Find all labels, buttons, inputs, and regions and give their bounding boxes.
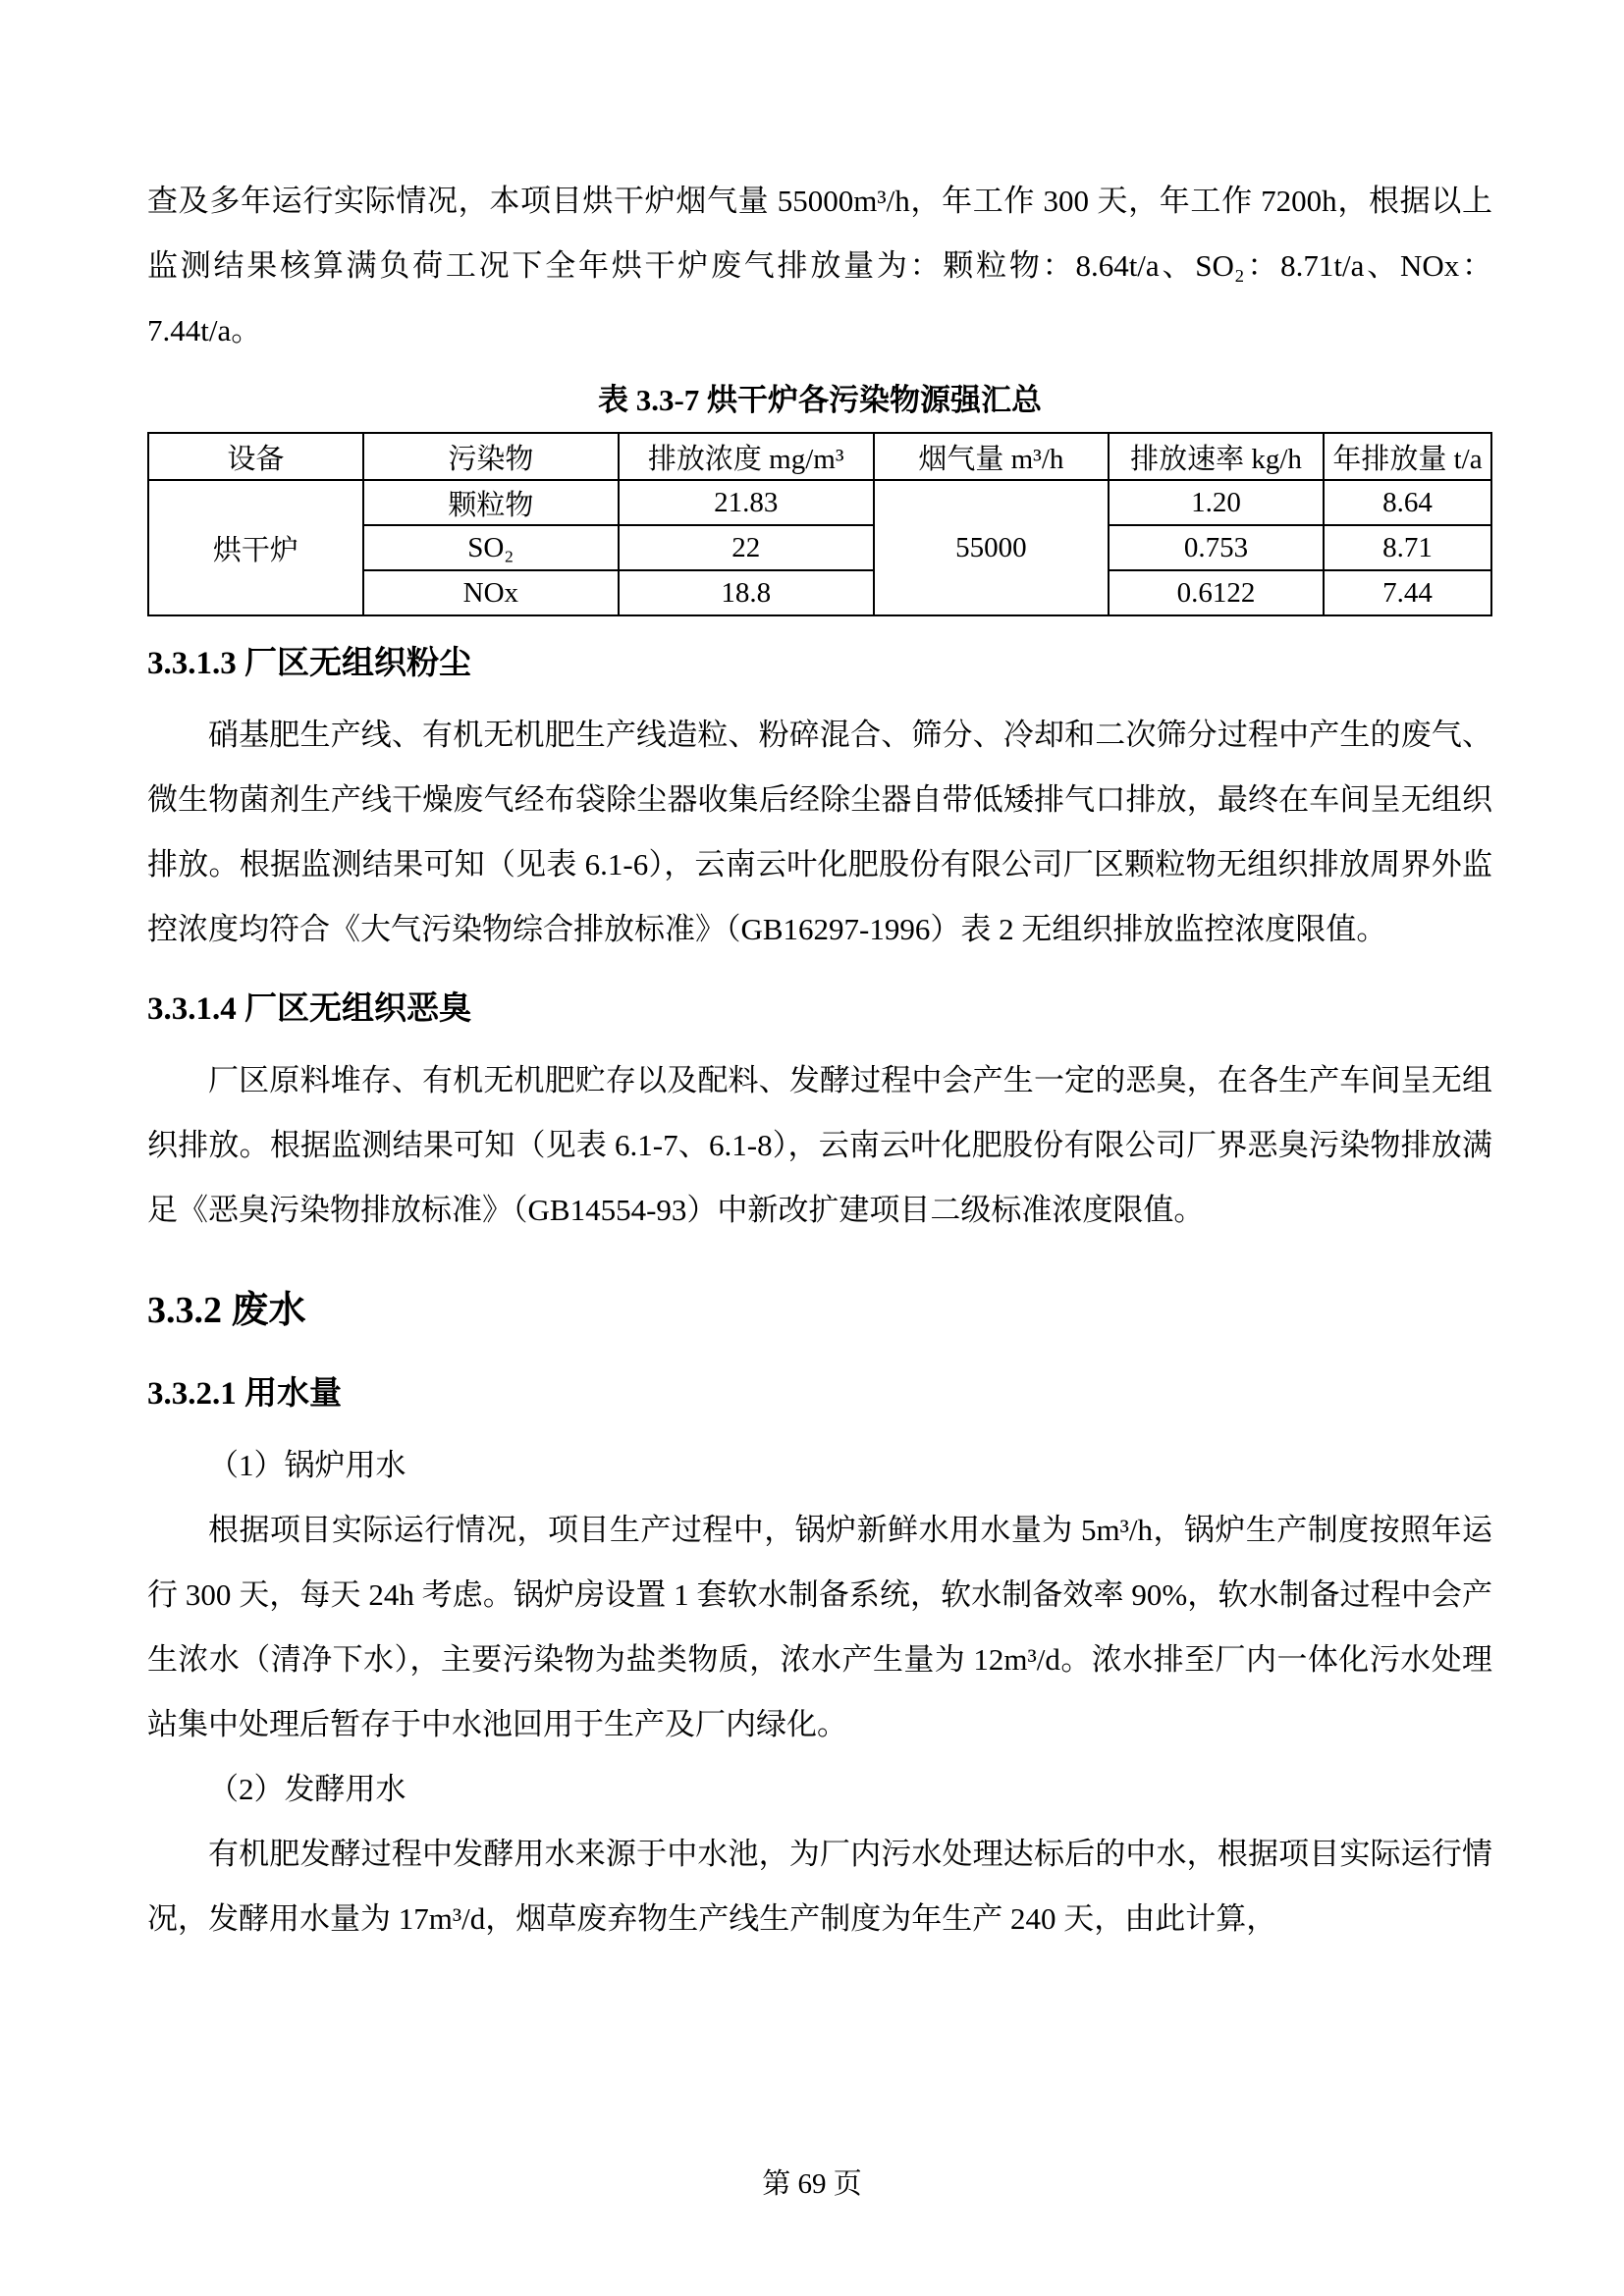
table-cell-concentration: 21.83 [619,480,874,525]
page-number: 第 69 页 [762,2168,862,2200]
table-header-flue-gas: 烟气量 m³/h [874,433,1109,480]
table-cell-annual: 7.44 [1324,570,1491,615]
table-cell-annual: 8.64 [1324,480,1491,525]
table-cell-concentration: 18.8 [619,570,874,615]
heading-3314: 3.3.1.4 厂区无组织恶臭 [147,991,471,1027]
table-cell-rate: 1.20 [1109,480,1324,525]
table-header-annual: 年排放量 t/a [1324,433,1491,480]
paragraph-3314: 厂区原料堆存、有机无机肥贮存以及配料、发酵过程中会产生一定的恶臭，在各生产车间呈无组织排放。根据监测结果可知（见表 6.1-7、6.1-8），云南云叶化肥股份有限公司厂界恶臭污染物排放满足《恶臭污染物排放标准》（GB14554-93）中新改扩建项目二级标准浓度限值。 [147,1063,1492,1227]
list-item-fermentation-water: （2）发酵用水 [208,1772,406,1806]
heading-332: 3.3.2 废水 [147,1290,306,1331]
table-header-rate: 排放速率 kg/h [1109,433,1324,480]
table-cell-pollutant: 颗粒物 [363,480,619,525]
table-header-row [148,433,1491,480]
heading-3321: 3.3.2.1 用水量 [147,1376,342,1412]
table-header-concentration: 排放浓度 mg/m³ [619,433,874,480]
table-header-device: 设备 [148,433,363,480]
table-header-pollutant: 污染物 [363,433,619,480]
table-title: 表 3.3-7 烘干炉各污染物源强汇总 [597,383,1043,417]
table-cell-annual: 8.71 [1324,525,1491,570]
table-cell-pollutant: NOx [363,570,619,615]
table-cell-pollutant: SO₂ [363,525,619,570]
intro-paragraph: 查及多年运行实际情况，本项目烘干炉烟气量 55000m³/h，年工作 300 天，年工作 7200h，根据以上监测结果核算满负荷工况下全年烘干炉废气排放量为：颗粒物：8.64t/a、SO₂：8.71t/a、NOx：7.44t/a。 [147,184,1492,347]
list-item-boiler-water: （1）锅炉用水 [208,1448,406,1482]
paragraph-3313: 硝基肥生产线、有机无机肥生产线造粒、粉碎混合、筛分、冷却和二次筛分过程中产生的废气、微生物菌剂生产线干燥废气经布袋除尘器收集后经除尘器自带低矮排气口排放，最终在车间呈无组织排放。根据监测结果可知（见表 6.1-6），云南云叶化肥股份有限公司厂区颗粒物无组织排放周界外监控浓度均符合《大气污染物综合排放标准》（GB16297-1996）表 2 无组织排放监控浓度限值。 [147,718,1492,946]
paragraph-fermentation-water: 有机肥发酵过程中发酵用水来源于中水池，为厂内污水处理达标后的中水，根据项目实际运行情况，发酵用水量为 17m³/d，烟草废弃物生产线生产制度为年生产 240 天，由此计算， [147,1837,1492,1936]
heading-3313: 3.3.1.3 厂区无组织粉尘 [147,646,471,681]
table-cell-flue-gas: 55000 [874,480,1109,615]
paragraph-boiler-water: 根据项目实际运行情况，项目生产过程中，锅炉新鲜水用水量为 5m³/h，锅炉生产制度按照年运行 300 天，每天 24h 考虑。锅炉房设置 1 套软水制备系统，软水制备效率 90%，软水制备过程中会产生浓水（清净下水），主要污染物为盐类物质，浓水产生量为 12m³/d。浓水排至厂内一体化污水处理站集中处理后暂存于中水池回用于生产及厂内绿化。 [147,1513,1492,1741]
table-cell-rate: 0.6122 [1109,570,1324,615]
table-cell-device: 烘干炉 [148,480,363,615]
table-cell-concentration: 22 [619,525,874,570]
table-row [148,480,1491,525]
table-cell-rate: 0.753 [1109,525,1324,570]
pollutant-source-table [147,432,1492,616]
